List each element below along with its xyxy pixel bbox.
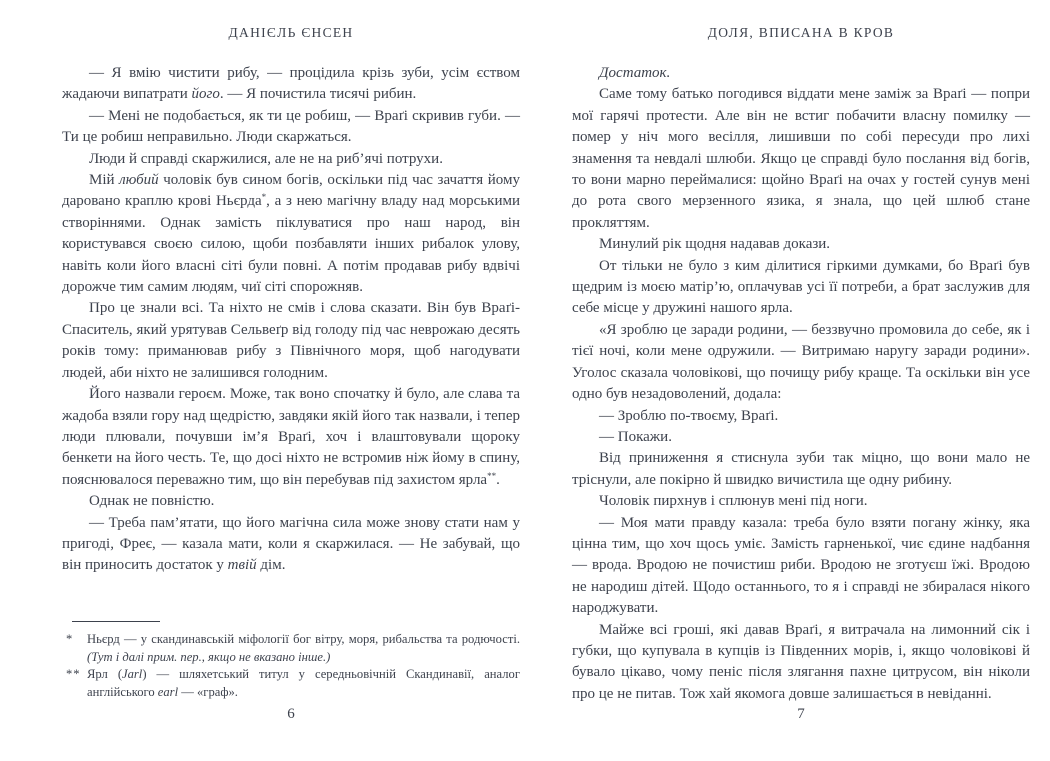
footnote-text	[87, 631, 520, 666]
footnote	[62, 631, 520, 666]
text-run: — Мені не подобається, як ти це робиш, — Враґі скривив губи. — Ти це робиш неправильно. Люди скаржаться.	[62, 107, 520, 146]
text-run: , а з нею магічну владу над морськими створіннями. Однак замість піклуватися про наш народ, він користувався своєю силою, щоби позбавляти інших рибалок улову, навіть коли його власні сіті були повні. А потім продавав рибу вдвічі дорожче тим самим людям, чиї сіті спорожняв.	[62, 193, 520, 296]
left-page-number: 6	[287, 706, 295, 722]
footnote-marker: **	[487, 470, 497, 481]
paragraph	[572, 234, 1030, 255]
left-page	[62, 0, 520, 761]
paragraph	[572, 406, 1030, 427]
paragraph	[62, 63, 520, 106]
text-run: . — Я почистила тисячі рибин.	[219, 86, 417, 103]
paragraph	[572, 620, 1030, 706]
left-page-footnotes	[62, 621, 520, 701]
right-running-head: ДОЛЯ, ВПИСАНА В КРОВ	[707, 25, 895, 40]
text-run: От тільки не було з ким ділитися гіркими думками, бо Враґі був щедрим із моєю матір’ю, оплачував усі її потреби, а брат заслужив для себе місце у дружині нашого ярла.	[572, 257, 1030, 317]
paragraph	[62, 170, 520, 298]
footnote-rule	[72, 621, 160, 622]
paragraph	[62, 106, 520, 149]
paragraph	[572, 63, 1030, 84]
text-run: — Зроблю по-твоєму, Враґі.	[599, 407, 779, 424]
paragraph	[62, 298, 520, 384]
right-page	[572, 0, 1030, 761]
italic-text: Jarl	[122, 667, 143, 682]
text-run: — «граф».	[178, 684, 238, 699]
text-run: «Я зроблю це заради родини, — беззвучно промовила до себе, як і тієї ночі, коли мене одружили. — Витримаю наругу заради родини». Уголос сказала чоловікові, що почищу рибу краще. Та оскільки він усе одно був незадоволений, додала:	[572, 321, 1030, 403]
paragraph	[62, 491, 520, 512]
paragraph	[572, 320, 1030, 406]
footnote-marker: *	[66, 632, 74, 646]
paragraph	[572, 427, 1030, 448]
text-run: — Я вмію чистити рибу, — процідила крізь зуби, усім єством жадаючи випатрати	[62, 65, 520, 103]
left-running-head: ДАНІЄЛЬ ЄНСЕН	[228, 25, 354, 40]
right-page-body	[572, 63, 1030, 705]
italic-text: твій	[227, 557, 257, 574]
italic-text: Достаток.	[599, 65, 671, 81]
text-run: Майже всі гроші, які давав Враґі, я витрачала на лимонний сік і губки, що купувала в купців із Південних морів, і, якщо чоловікові й бувало цікаво, чому пеніс після злягання пахне цитрусом, він ніколи про це не питав. Тож хай якомога довше залишається в невіданні.	[572, 621, 1030, 702]
text-run: — Покажи.	[599, 428, 672, 445]
text-run: Його назвали героєм. Може, так воно спочатку й було, але слава та жадоба взяли гору над щедрістю, завдяки якій його так назвали, і тепер люди плювали, почувши ім’я Враґі, хоч і влаштовували щороку бенкети на його честь. Те, що досі ніхто не встромив ніж йому в спину, пояснювалося переважно тим, що він перебував під захистом ярла	[62, 386, 520, 488]
text-run: Про це знали всі. Та ніхто не смів і слова сказати. Він був Враґі-Спаситель, який урятував Сельвеґр від голоду під час неврожаю десять років тому: приманював рибу з Північного моря, щоб нагодувати людей, аби ніхто не залишився голодним.	[62, 300, 520, 381]
italic-text: earl	[157, 684, 179, 699]
text-run: дім.	[256, 557, 286, 574]
text-run: Ярл (	[87, 667, 123, 682]
paragraph	[572, 513, 1030, 620]
paragraph	[572, 84, 1030, 234]
right-page-number: 7	[797, 706, 805, 722]
italic-text: його	[191, 86, 220, 103]
text-run: — Треба пам’ятати, що його магічна сила може знову стати нам у пригоді, Фреє, — казала мати, коли я скаржилася. — Не забувай, що він приносить достаток у	[62, 514, 520, 574]
text-run: Мій	[89, 172, 120, 189]
paragraph	[572, 448, 1030, 491]
left-page-body	[62, 63, 520, 577]
paragraph	[572, 491, 1030, 512]
text-run: Однак не повністю.	[89, 493, 215, 510]
footnote-marker: **	[66, 667, 81, 682]
footnote	[62, 666, 520, 701]
paragraph	[62, 149, 520, 170]
paragraph	[62, 384, 520, 491]
text-run: Від приниження я стиснула зуби так міцно, що вони мало не тріснули, але покірно й швидко вичистила ще одну рибину.	[572, 450, 1030, 488]
text-run: Саме тому батько погодився віддати мене заміж за Враґі — попри мої гарячі протести. Але він не встиг побачити власну помилку — помер у ніч мого весілля, лишивши по собі пересуди про лихі знамення та невдалі шлюби. Якщо це справді було послання від богів, то вони марно переймалися: щойно Враґі на очах у гостей сунув мені до рота свого мерзенного язика, я знала, що цей шлюб стане прокляттям.	[572, 86, 1030, 231]
text-run: Люди й справді скаржилися, але не на риб’ячі потрухи.	[89, 150, 443, 167]
text-run: ) — шляхетський титул у середньовічній Скандинавії, аналог англійського	[87, 667, 520, 699]
paragraph	[62, 513, 520, 577]
text-run: Минулий рік щодня надавав докази.	[599, 236, 831, 253]
footnote-text	[87, 666, 520, 701]
footnote-marker: *	[261, 192, 267, 203]
italic-text: (Тут і далі прим. пер., якщо не вказано інше.)	[87, 649, 331, 664]
footnote-list	[62, 631, 520, 701]
paragraph	[572, 256, 1030, 320]
text-run: Чоловік пирхнув і сплюнув мені під ноги.	[599, 493, 868, 510]
text-run: .	[496, 471, 500, 488]
text-run: Ньєрд — у скандинавській міфології бог вітру, моря, рибальства та родючості.	[87, 632, 520, 646]
text-run: — Моя мати правду казала: треба було взяти погану жінку, яка цінна тим, що хоч щось уміє. Замість гарненької, чиє єдине надбання — врода. Вродою не почистиш риби. Вродою не зготуєш їжі. Вродою не народиш дітей. Щодо останнього, то я і справді не збиралася нікого народжувати.	[572, 514, 1030, 617]
text-run: чоловік був сином богів, оскільки під час зачаття йому даровано краплю крові Ньєрда	[62, 172, 520, 210]
italic-text: любий	[119, 172, 159, 189]
